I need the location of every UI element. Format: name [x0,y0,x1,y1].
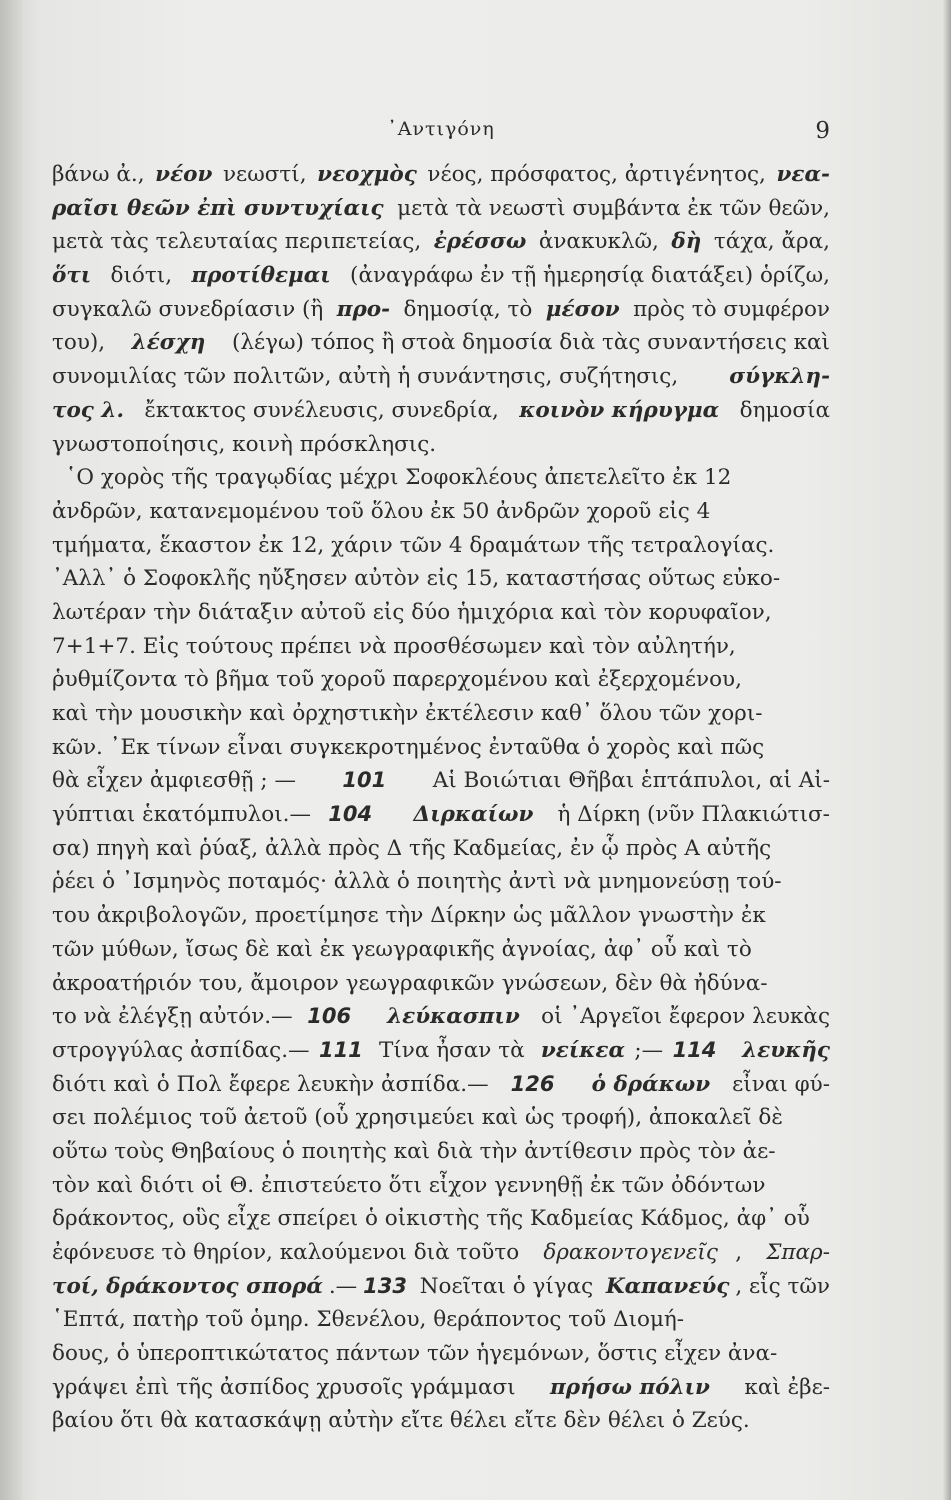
text-segment: τμήματα, ἕκαστον ἐκ 12, χάριν τῶν 4 δραμάτων τῆς τετραλογίας. [52,532,775,558]
lemma-term: δὴ [671,229,702,255]
text-segment: συνομιλίας τῶν πολιτῶν, αὐτὴ ἡ συνάντησις, συζήτησις, [52,364,686,390]
text-segment: δους, ὁ ὑπεροπτικώτατος πάντων τῶν ἡγεμόνων, ὅστις εἶχεν ἀνα- [52,1341,778,1367]
text-line [52,394,830,428]
text-segment: διότι καὶ ὁ Πολ ἔφερε λευκὴν ἀσπίδα.— [52,1071,496,1097]
text-segment: Νοεῖται ὁ γίγας [412,1273,600,1299]
text-segment: , εἷς τῶν [735,1273,830,1299]
text-line [52,562,830,596]
page-number: 9 [815,118,830,144]
text-segment: δημοσία [732,397,830,423]
lemma-term: μέσον [545,296,620,322]
text-segment: εἶναι φύ- [725,1071,830,1097]
text-segment: γύπτιαι ἑκατόμπυλοι.— [52,802,311,828]
text-line [52,1034,830,1068]
text-segment: , [735,1240,749,1265]
text-segment: τὸν καὶ διότι οἱ Θ. ἐπιστεύετο ὅτι εἶχον γεννηθῇ ἐκ τῶν ὀδόντων [52,1172,766,1198]
lemma-term: κοινὸν κήρυγμα [519,397,720,423]
text-segment: βαίου ὅτι θὰ κατασκάψῃ αὐτὴν εἴτε θέλει εἴτε δὲν θέλει ὁ Ζεύς. [52,1408,750,1434]
text-line [52,663,830,697]
text-segment: ῥυθμίζοντα τὸ βῆμα τοῦ χοροῦ παρερχομένου καὶ ἐξερχομένου, [52,667,742,693]
running-title: ᾿Αντιγόνη [387,118,495,140]
text-segment: ἀκροατήριόν του, ἄμοιρον γεωγραφικῶν γνώσεων, δὲν θὰ ἠδύνα- [52,970,768,996]
page-edge-shadow [943,0,951,1500]
text-segment: μετὰ τὰ νεωστὶ συμβάντα ἐκ τῶν θεῶν, [390,195,830,221]
lemma-term: Διρκαίων [413,802,534,828]
text-segment: σα) πηγὴ καὶ ῥύαξ, ἀλλὰ πρὸς Δ τῆς Καδμείας, ἐν ᾧ πρὸς Α αὐτῆς [52,835,772,861]
text-segment: κῶν. ᾿Εκ τίνων εἶναι συγκεκροτημένος ἐνταῦθα ὁ χορὸς καὶ πῶς [52,734,765,760]
text-segment: ἔκτακτος συνέλευσις, συνεδρία, [137,397,506,423]
text-segment: νέος, πρόσφατος, ἀρτιγένητος, [420,162,773,187]
text-line [52,1135,830,1169]
text-segment: πρὸς τὸ συμφέρον [626,296,830,322]
text-line [52,630,830,664]
text-line [52,1068,830,1102]
lemma-term: πρήσω πόλιν [550,1374,710,1400]
text-segment: ἀνδρῶν, κατανεμομένου τοῦ ὅλου ἐκ 50 ἀνδρῶν χοροῦ εἰς 4 [52,498,711,524]
lemma-term: Καπανεύς [605,1273,730,1299]
text-line [52,1202,830,1236]
text-segment: καὶ τὴν μουσικὴν καὶ ὀρχηστικὴν ἐκτέλεσιν καθ᾿ ὅλου τῶν χορι- [52,701,763,726]
line-number-ref: 126 [510,1071,555,1096]
lemma-term: λεύκασπιν [387,1004,520,1030]
line-number-ref: 114 [672,1037,717,1062]
lemma-term: νέον [155,162,213,187]
lemma-term: προ- [336,296,391,322]
lemma-term: προτίθεμαι [191,263,331,289]
text-segment: τάχα, ἄρα, [707,229,830,255]
text-segment: .— [328,1273,358,1299]
text-line [52,1236,830,1270]
text-segment: σει πολέμιος τοῦ ἀετοῦ (οὗ χρησιμεύει καὶ ὡς τροφή), ἀποκαλεῖ δὲ [52,1105,783,1131]
lemma-term: σύγκλη- [729,364,830,390]
lemma-term: νεοχμὸς [317,162,417,187]
text-segment: (ἀναγράφω ἐν τῇ ἡμερησίᾳ διατάξει) ὁρίζω, [343,263,830,289]
text-line [52,259,830,293]
text-line [52,899,830,933]
text-line [52,529,830,563]
text-line [52,832,830,866]
line-number-ref: 104 [328,802,373,827]
text-segment: ἀνακυκλῶ, [532,229,666,255]
text-line [52,933,830,967]
text-segment: (λέγω) τόπος ἢ στοὰ δημοσία διὰ τὰς συναντήσεις καὶ [225,330,830,356]
text-line [52,764,830,798]
text-segment: καὶ ἐβε- [737,1374,830,1400]
lemma-term: ὅτι [52,263,92,289]
text-segment: Τίνα ἦσαν τὰ [372,1037,532,1063]
text-line [52,967,830,1001]
lemma-term: ἐρέσσω [433,229,527,255]
text-segment [726,1034,733,1068]
lemma-term: τοί, δράκοντος σπορά [52,1273,323,1299]
line-number-ref: 111 [318,1037,363,1062]
page-header [52,118,830,148]
text-segment: το νὰ ἐλέγξῃ αὐτόν.— [52,1004,293,1030]
line-number-ref: 106 [307,1004,352,1029]
text-segment: Αἱ Βοιώτιαι Θῆβαι ἑπτάπυλοι, αἱ Αἰ- [425,768,830,794]
text-line [52,697,830,731]
page-spine-shadow [0,0,22,1500]
text-line [52,1404,830,1438]
text-line [52,731,830,765]
text-segment: οἱ ᾿Αργεῖοι ἔφερον λευκὰς [534,1004,830,1030]
lemma-term: ὁ δράκων [591,1071,711,1097]
text-segment: βάνω ἀ., [52,162,152,187]
text-line [52,158,830,192]
text-line [52,1169,830,1203]
text-segment: γράψει ἐπὶ τῆς ἀσπίδος χρυσοῖς γράμμασι [52,1374,523,1400]
text-segment: ῥέει ὁ ᾿Ισμηνὸς ποταμός· ἀλλὰ ὁ ποιητὴς ἀντὶ νὰ μνημονεύσῃ τού- [52,869,782,895]
text-line [52,865,830,899]
lemma-term: νείκεα [540,1037,625,1063]
text-segment: νεωστί, [216,162,314,187]
lemma-term: τος λ. [52,397,124,423]
text-line [52,428,830,462]
line-number-ref: 101 [342,768,387,793]
text-segment: ἡ Δίρκη (νῦν Πλακιώτισ- [550,802,830,828]
lemma-term: λέσχη [131,330,206,356]
text-segment: διότι, [103,263,179,289]
text-line [52,1101,830,1135]
text-segment: ῾Ο χορὸς τῆς τραγῳδίας μέχρι Σοφοκλέους ἀπετελεῖτο ἐκ 12 [52,465,732,491]
text-line [52,1337,830,1371]
text-segment: συγκαλῶ συνεδρίασιν (ἢ [52,296,331,322]
lemma-term: νεα- [776,162,830,187]
text-line [52,192,830,226]
text-segment: γνωστοποίησις, κοινὴ πρόσκλησις. [52,431,437,457]
text-line [52,596,830,630]
lemma-term: δρακοντογενεῖς [543,1240,718,1265]
text-line [52,461,830,495]
line-number-ref: 133 [363,1273,407,1298]
lemma-term: λευκῆς [742,1037,830,1063]
text-segment: 7+1+7. Εἰς τούτους πρέπει νὰ προσθέσωμεν καὶ τὸν αὐλητήν, [52,633,736,659]
text-line [52,293,830,327]
text-segment: ;— [634,1037,664,1063]
text-line [52,225,830,259]
text-segment [366,1000,373,1034]
text-segment: ᾿Αλλ᾿ ὁ Σοφοκλῆς ηὔξησεν αὐτὸν εἰς 15, καταστήσας οὕτως εὐκο- [52,566,781,592]
text-line [52,360,830,394]
text-line [52,798,830,832]
text-line [52,1000,830,1034]
text-segment: οὕτω τοὺς Θηβαίους ὁ ποιητὴς καὶ διὰ τὴν ἀντίθεσιν πρὸς τὸν ἀε- [52,1138,776,1164]
text-segment: ῾Επτά, πατὴρ τοῦ ὁμηρ. Σθενέλου, θεράποντος τοῦ Διομή- [52,1307,685,1333]
text-segment: τῶν μύθων, ἴσως δὲ καὶ ἐκ γεωγραφικῆς ἀγνοίας, ἀφ᾿ οὗ καὶ τὸ [52,936,752,962]
text-segment: ἐφόνευσε τὸ θηρίον, καλούμενοι διὰ τοῦτο [52,1240,527,1265]
text-segment: μετὰ τὰς τελευταίας περιπετείας, [52,229,429,255]
text-segment: δράκοντος, οὓς εἶχε σπείρει ὁ οἰκιστὴς τῆς Καδμείας Κάδμος, ἀφ᾿ οὗ [52,1206,810,1232]
text-line [52,1270,830,1304]
text-line [52,495,830,529]
text-segment: στρογγύλας ἀσπίδας.— [52,1037,310,1063]
text-line [52,1303,830,1337]
lemma-term: Σπαρ- [766,1240,830,1265]
text-line [52,1371,830,1405]
text-segment: του), [52,330,112,356]
lemma-term: ραῖσι θεῶν ἐπὶ συντυχίαις [52,195,384,221]
text-segment [570,1068,577,1102]
text-segment: λωτέραν τὴν διάταξιν αὐτοῦ εἰς δύο ἡμιχόρια καὶ τὸν κορυφαῖον, [52,599,772,625]
text-line [52,326,830,360]
commentary-text [52,158,830,1438]
text-segment: δημοσίᾳ, τὸ [396,296,540,322]
text-segment: θὰ εἶχεν ἀμφιεσθῇ ; — [52,768,303,794]
text-segment: του ἀκριβολογῶν, προετίμησε τὴν Δίρκην ὡς μᾶλλον γνωστὴν ἐκ [52,903,766,929]
text-segment [389,798,396,832]
